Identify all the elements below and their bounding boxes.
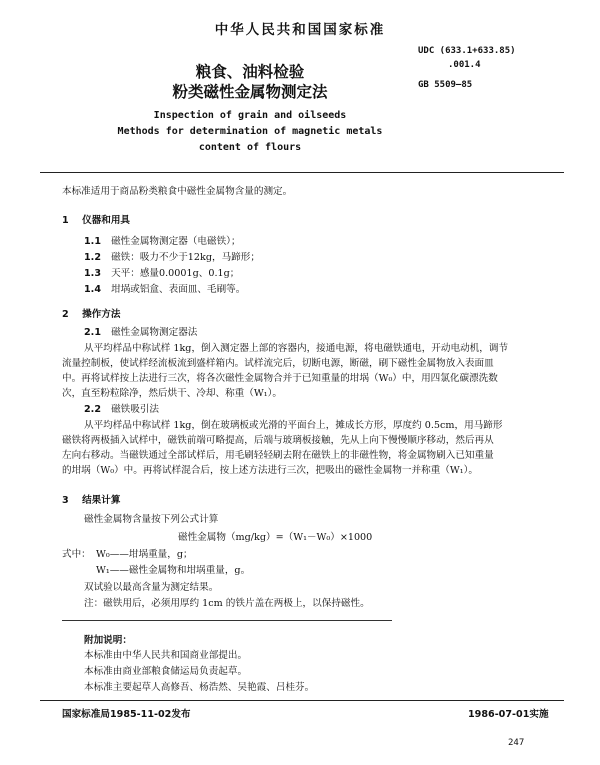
subsection-title: 磁铁吸引法	[111, 404, 160, 415]
double-test-note: 双试验以最高含量为测定结果。	[84, 582, 219, 593]
title-en-line2: Methods for determination of magnetic metals	[117, 126, 383, 137]
section1-item	[84, 266, 239, 281]
paragraph-line: 从平均样品中称试样 1kg，倒在玻璃板或光滑的平面台上，摊成长方形，厚度约 0.5cm，用马蹄形	[84, 420, 503, 431]
paragraph-line: 的坩埚（W₀）中。再将试样混合后，按上述方法进行三次，把吸出的磁性金属物一并称重（W₁）。	[62, 465, 478, 476]
intro-text: 本标准适用于商品粉类粮食中磁性金属物含量的测定。	[62, 186, 293, 197]
section1-title: 仪器和用具	[82, 215, 131, 226]
subsection-title: 磁性金属物测定器法	[111, 327, 198, 338]
section3-heading	[62, 492, 120, 506]
udc-code-line2: .001.4	[448, 60, 481, 70]
where-item: W₁——磁性金属物和坩埚重量，g。	[96, 565, 251, 576]
appendix-line: 本标准由中华人民共和国商业部提出。	[84, 650, 248, 661]
page-number: 247	[508, 738, 525, 748]
header-rule	[40, 172, 564, 173]
issue-date: 国家标准局1985-11-02发布	[62, 709, 191, 720]
section1-item	[84, 282, 245, 297]
item-number: 1.3	[84, 268, 101, 279]
title-en-line3: content of flours	[198, 142, 302, 153]
item-number: 1.4	[84, 284, 101, 295]
item-number: 1.1	[84, 236, 101, 247]
item-text: 坩埚或铝盒、表面皿、毛刷等。	[111, 284, 246, 295]
section3-number: 3	[62, 495, 69, 506]
section1-item	[84, 250, 260, 265]
formula-intro: 磁性金属物含量按下列公式计算	[84, 514, 219, 525]
section1-item	[84, 234, 241, 249]
formula: 磁性金属物（mg/kg）=（W₁－W₀）×1000	[178, 532, 373, 543]
title-en-line1: Inspection of grain and oilseeds	[153, 110, 347, 121]
effective-date: 1986-07-01实施	[468, 709, 549, 720]
appendix-title: 附加说明：	[84, 635, 132, 646]
title-cn-line1: 粮食、油料检验	[195, 63, 305, 81]
paragraph-line: 左向右移动。当磁铁通过全部试样后，用毛刷轻轻刷去附在磁铁上的非磁性物，将金属物刷入已知重量	[62, 450, 494, 461]
standard-name: 中华人民共和国国家标准	[214, 22, 386, 38]
subsection-number: 2.1	[84, 327, 101, 338]
paragraph-line: 中。再将试样按上法进行三次，将各次磁性金属物合并于已知重量的坩埚（W₀）中，用四氯化碳漂洗数	[62, 373, 498, 384]
appendix-rule	[62, 620, 392, 621]
item-text: 磁性金属物测定器（电磁铁）；	[111, 236, 241, 247]
section1-heading	[62, 212, 130, 226]
where-label: 式中：	[62, 549, 91, 560]
paragraph-line: 磁铁将两极插入试样中，磁铁前端可略提高，后端与玻璃板接触，先从上向下慢慢顺序移动，然后再从	[62, 435, 494, 446]
section2-heading	[62, 306, 120, 320]
udc-code-line1: UDC (633.1+633.85)	[418, 46, 516, 56]
section2-number: 2	[62, 309, 69, 320]
item-text: 天平：感量0.0001g、0.1g；	[111, 268, 240, 279]
title-cn-line2: 粉类磁性金属物测定法	[172, 83, 328, 101]
magnet-note: 注：磁铁用后，必须用厚约 1cm 的铁片盖在两极上，以保持磁性。	[84, 598, 370, 609]
subsection-number: 2.2	[84, 404, 101, 415]
subsection-2-1-heading	[84, 325, 197, 340]
section2-title: 操作方法	[82, 309, 121, 320]
where-item: W₀——坩埚重量，g；	[96, 549, 193, 560]
footer-rule	[40, 700, 564, 701]
paragraph-line: 次，直至粉粒除净，然后烘干、冷却、称重（W₁）。	[62, 388, 282, 399]
section1-number: 1	[62, 215, 69, 226]
item-text: 磁铁：吸力不少于12kg，马蹄形；	[111, 252, 260, 263]
paragraph-line: 从平均样品中称试样 1kg，倒入测定器上部的容器内，接通电源，将电磁铁通电，开动电动机，调节	[84, 343, 509, 354]
paragraph-line: 流量控制板，使试样经流板流到盛样箱内。试样流完后，切断电源，断磁，刷下磁性金属物放入表面皿	[62, 358, 494, 369]
item-number: 1.2	[84, 252, 101, 263]
appendix-line: 本标准主要起草人高修吾、杨浩然、吴艳霞、吕桂芬。	[84, 682, 315, 693]
subsection-2-2-heading	[84, 402, 159, 417]
section3-title: 结果计算	[82, 495, 121, 506]
gb-code: GB 5509—85	[418, 80, 473, 90]
appendix-line: 本标准由商业部粮食储运局负责起草。	[84, 666, 248, 677]
